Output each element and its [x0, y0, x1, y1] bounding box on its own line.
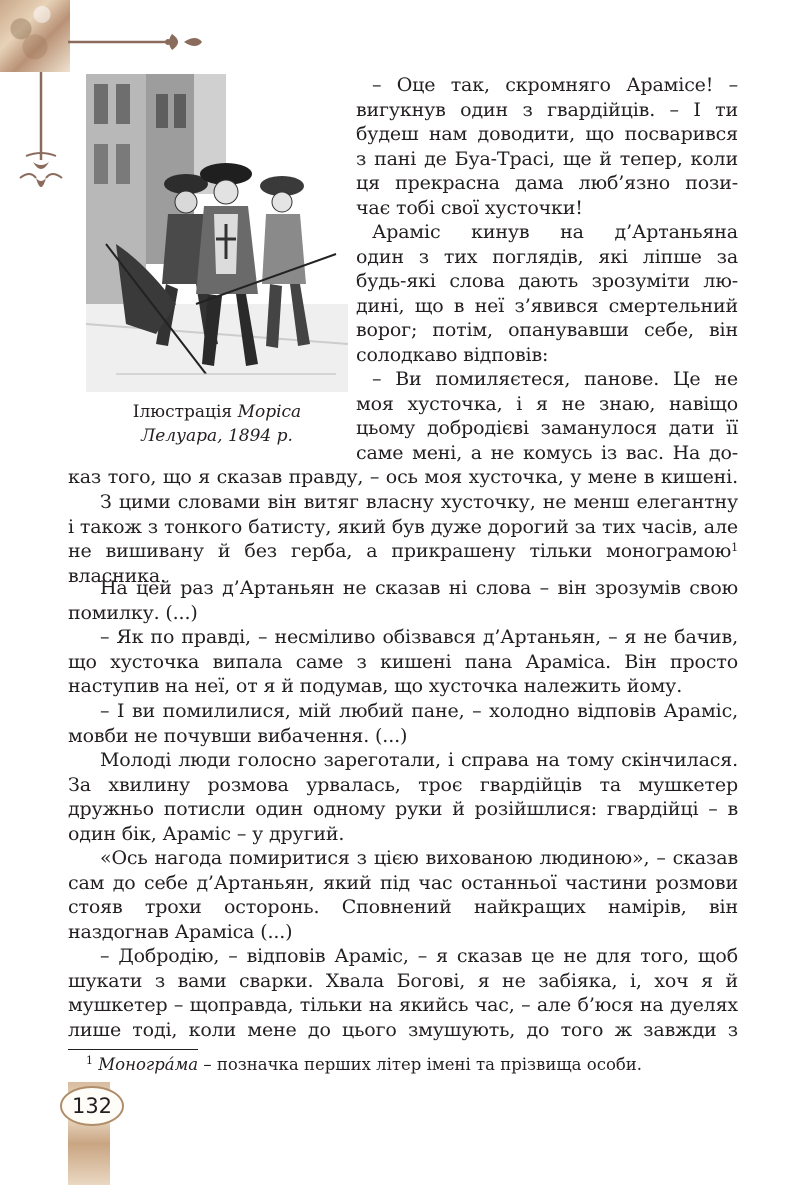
musketeers-illustration [86, 74, 348, 392]
text-line: солодкаво відповів: [356, 344, 549, 366]
caption-author: Моріса [237, 402, 302, 422]
paragraph: – Добродію, – відповів Араміс, – я сказав це не для того, щоб шукати з вами сварки. Хвала Богові, я не забіяка, і, хоч я й мушкетер – щоправда, тільки на якийсь час, – але б’юся на дуелях лише тоді, коли мене до цього змушують, до того ж завжди з [68, 945, 738, 1041]
footnote-mark: 1 [86, 1054, 93, 1067]
paragraph: «Ось нагода помиритися з цією вихованою людиною», – сказав сам до себе д’Артаньян, який під час останньої частини розмови стояв трохи осторонь. Сповнений найкращих намірів, він наздогнав Араміса (...) [68, 847, 738, 943]
footnote [86, 1054, 726, 1076]
paragraph: Молоді люди голосно зареготали, і справа на тому скінчилася. За хвилину розмова урвалась, троє гвардійців та мушкетер дружньо потисли один одному руки й розійшлися: гвардійці – в один бік, Араміс – у другий. [68, 749, 738, 845]
footnote-ref: 1 [731, 541, 738, 554]
text-line: моя хусточка, і я не знаю, навіщо [356, 393, 738, 415]
text-line: будь-які слова дають зрозуміти лю- [356, 270, 738, 292]
paragraph: – Як по правді, – несміливо обізвався д’Артаньян, – я не бачив, що хусточка випала саме з кишені пана Араміса. Він просто наступив на неї, от я й подумав, що хусточка належить йому. [68, 626, 738, 697]
paragraph-text: З цими словами він витяг власну хусточку, не менш елегантну і також з тонкого батисту, який був дуже дорогий за тих часів, але не вишивану й без герба, а прикрашену тільки монограмою [68, 491, 738, 562]
text-line: Араміс кинув на д’Артаньяна [372, 221, 738, 243]
paragraph-text: власника. [68, 564, 166, 587]
footnote-text: – позначка перших літер імені та прізвища особи. [198, 1055, 643, 1074]
text-line: ця прекрасна дама люб’язно пози- [356, 172, 738, 194]
text-line: цьому добродієві заманулося дати її [356, 417, 738, 439]
footnote-rule [68, 1049, 198, 1050]
caption-prefix: Ілюстрація [132, 402, 233, 422]
text-line: дині, що в неї з’явився смертельний [356, 295, 738, 317]
text-line: вигукнув один з гвардійців. – І ти [356, 99, 738, 121]
paragraph: – І ви помилилися, мій любий пане, – холодно відповів Араміс, мовби не почувши вибачення. (...) [68, 700, 738, 747]
caption-line2: Лелуара, 1894 р. [141, 426, 293, 446]
text-line: один з тих поглядів, які ліпше за [356, 246, 738, 268]
paragraph: На цей раз д’Артаньян не сказав ні слова – він зрозумів свою помилку. (...) [68, 577, 738, 624]
text-line: – Оце так, скромняго Арамісе! – [372, 74, 738, 96]
paragraph-monogram [68, 490, 738, 588]
text-line: ворог; потім, опанувавши себе, він [356, 319, 738, 341]
illustration-caption [86, 400, 348, 448]
page-number: 132 [60, 1086, 124, 1126]
text-line: з пані де Буа-Трасі, ще й тепер, коли [356, 148, 738, 170]
text-line: будеш нам доводити, що посварився [356, 123, 738, 145]
footnote-term: Моногра́ма [98, 1055, 199, 1074]
text-line: чає тобі свої хусточки! [356, 197, 583, 219]
text-line: каз того, що я сказав правду, – ось моя хусточка, у мене в кишені. [68, 466, 738, 488]
text-line: саме мені, а не комусь із вас. На до- [356, 442, 738, 464]
text-line: – Ви помиляєтеся, панове. Це не [372, 368, 738, 390]
